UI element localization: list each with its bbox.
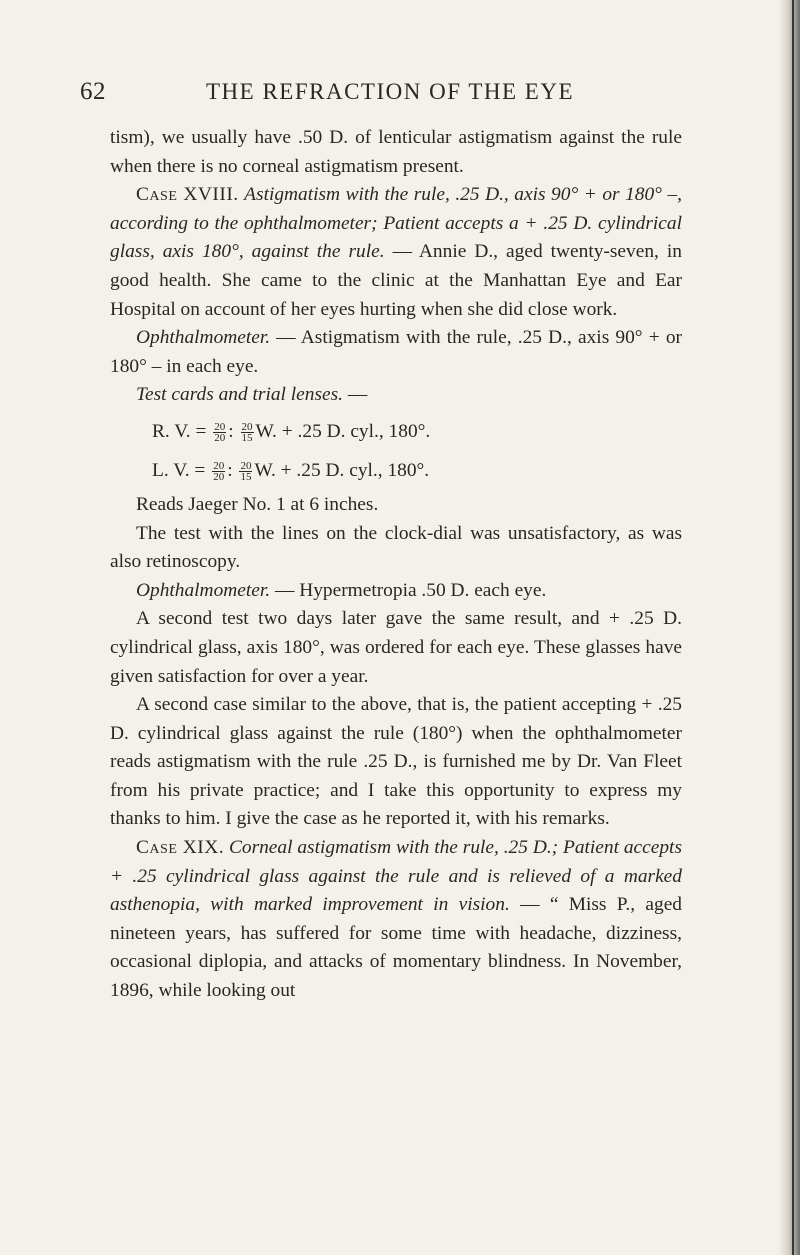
page-header: [0, 78, 780, 108]
fraction: $\frac{20}{20}$: [213, 459, 225, 483]
case-19-text: — “ Miss P., aged nineteen years, has suffered for some time with headache, dizziness, occasional diplopia, and attacks of momentary blindness. In November, 1896, while looking out: [110, 894, 682, 1002]
paragraph-continuation: tism), we usually have .50 D. of lenticular astigmatism against the rule when there is no corneal astigmatism present.: [110, 127, 682, 177]
formula-left-eye: [110, 453, 682, 488]
page-edge-shadow: [778, 0, 800, 1255]
case-18-label: Case XVIII.: [136, 184, 239, 206]
ophthalmometer-label-2: Ophthalmometer.: [136, 579, 271, 601]
clock-dial-paragraph: The test with the lines on the clock-dial was unsatisfactory, as was also retinoscopy.: [110, 522, 682, 573]
page-number: 62: [80, 78, 106, 105]
formula-right-eye: [110, 414, 682, 449]
second-case-paragraph: A second case similar to the above, that is, the patient accepting + .25 D. cylindrical glass against the rule (180°) when the ophthalmometer reads astigmatism with the rule .25 D., is furnished me by Dr. Van Fleet from his private practice; and I take this opportunity to express my thanks to him. I give the case as he reported it, with his remarks.: [110, 694, 682, 830]
formula-separator: :: [227, 459, 233, 481]
ophthalmometer-paragraph-2: [110, 577, 682, 606]
case-19-title: Corneal astigmatism with the rule, .25 D.; Patient accepts + .25 cylindrical glass against the rule and is relieved of a marked asthenopia, with marked improvement in vision.: [110, 837, 682, 916]
test-cards-dash: —: [343, 384, 368, 406]
case-18-text: — Annie D., aged twenty-seven, in good health. She came to the clinic at the Manhattan Eye and Ear Hospital on account of her eyes hurting when she did close work.: [110, 241, 682, 320]
fraction: $\frac{20}{20}$: [214, 420, 226, 444]
second-test-paragraph: A second test two days later gave the same result, and + .25 D. cylindrical glass, axis 180°, was ordered for each eye. These glasses have given satisfaction for over a year.: [110, 608, 682, 687]
formula-separator: :: [228, 420, 234, 442]
ophthalmometer-paragraph-1: [110, 324, 682, 381]
case-18-title: Astigmatism with the rule, .25 D., axis 90° + or 180° –, according to the ophthalmometer; Patient accepts a + .25 D. cylindrical glass, axis 180°, against the rule.: [110, 184, 682, 263]
fraction: $\frac{20}{15}$: [241, 420, 253, 444]
running-title: THE REFRACTION OF THE EYE: [205, 79, 574, 104]
test-cards-heading: [110, 381, 682, 410]
formula-eye-label: L. V. =: [152, 459, 206, 481]
formula-eye-label: R. V. =: [152, 420, 207, 442]
fraction: $\frac{20}{15}$: [240, 459, 252, 483]
case-19-label: Case XIX.: [136, 837, 225, 859]
case-19-paragraph: [110, 834, 682, 1006]
test-cards-label: Test cards and trial lenses.: [136, 384, 344, 406]
ophthalmometer-label-1: Ophthalmometer.: [136, 327, 271, 349]
case-18-paragraph: [110, 181, 682, 324]
ophthalmometer-text-2: — Hypermetropia .50 D. each eye.: [270, 579, 547, 601]
jaeger-paragraph: Reads Jaeger No. 1 at 6 inches.: [136, 493, 379, 515]
ophthalmometer-text-1: — Astigmatism with the rule, .25 D., axis 90° + or 180° – in each eye.: [110, 327, 682, 377]
formula-rest: W. + .25 D. cyl., 180°.: [254, 459, 430, 481]
formula-rest: W. + .25 D. cyl., 180°.: [255, 420, 431, 442]
body-text: [110, 124, 682, 1006]
